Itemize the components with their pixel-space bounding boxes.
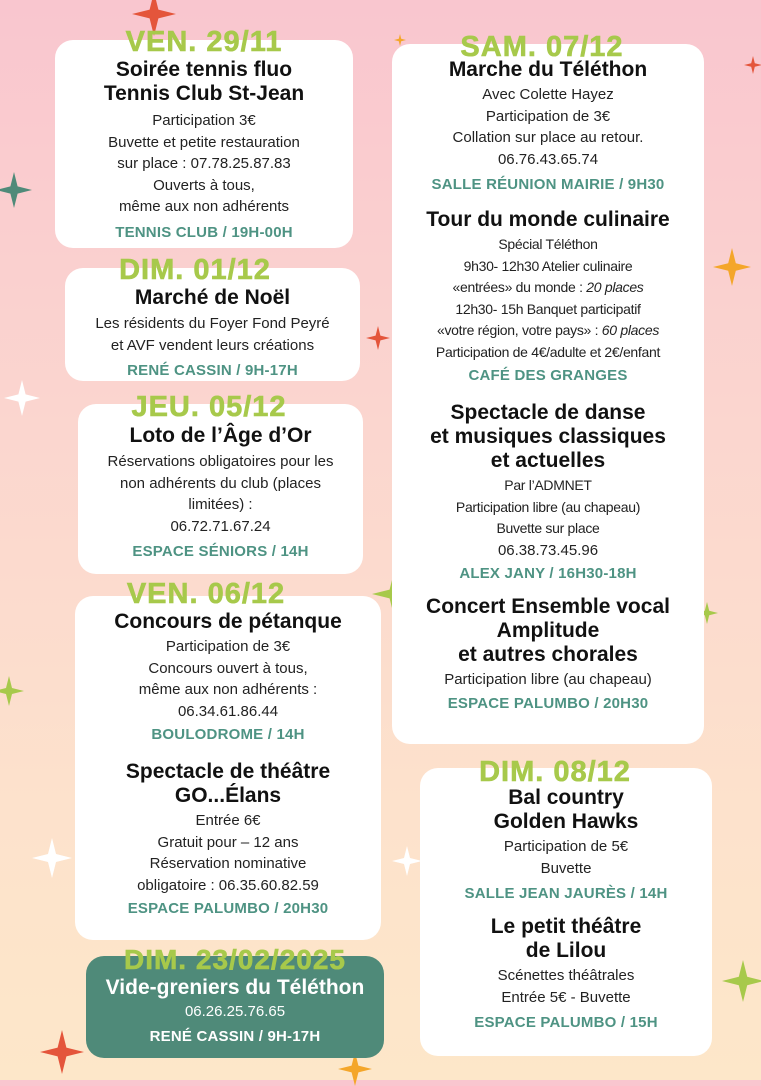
event-title: Marche du Téléthon [448,58,648,81]
event-line: Participation 3€ [152,112,256,129]
event-title: Concours de pétanque [114,610,342,633]
event-line: Réservation nominative [149,855,307,872]
event-line: Buvette sur place [496,520,600,536]
event-card-loto [78,404,363,574]
event-line: obligatoire : 06.35.60.82.59 [137,876,319,894]
event-line: Participation de 5€ [503,838,629,855]
event-card-vendredi-0612 [75,596,381,940]
event-line: 06.34.61.86.44 [177,702,279,720]
event-line: 9h30- 12h30 Atelier culinaire [463,257,633,274]
event-place: ESPACE SÉNIORS / 14H [132,543,309,560]
event-place: TENNIS CLUB / 19H-00H [115,223,293,241]
event-title: Marché de Noël [134,286,291,309]
event-card-tennis [55,40,353,248]
event-line: «votre région, votre pays» : 60 places [436,322,660,338]
event-line: Participation libre (au chapeau) [455,498,641,515]
green-star-icon [0,676,24,706]
event-title: Spectacle de théâtre [125,760,331,783]
event-line: Gratuit pour – 12 ans [157,833,299,851]
event-place: SALLE RÉUNION MAIRIE / 9H30 [431,176,665,193]
event-date: JEU. 05/12 [131,391,287,423]
event-date: DIM. 08/12 [479,756,631,788]
event-place: RENÉ CASSIN / 9H-17H [149,1027,321,1045]
event-line: Par l’ADMNET [504,477,592,493]
event-line: Ouverts à tous, [153,176,255,194]
event-line: 12h30- 15h Banquet participatif [455,300,641,317]
event-title: Concert Ensemble vocal [426,595,670,618]
red-star-icon [366,326,390,350]
event-line: Entrée 5€ - Buvette [501,988,631,1006]
white-star-icon [392,846,422,876]
event-line: 06.76.43.65.74 [497,150,599,168]
event-title: et autres chorales [458,643,638,666]
event-line: «entrées» du monde : 20 places [452,279,644,295]
event-title: Soirée tennis fluo [115,58,293,81]
event-line: limitées) : [188,496,253,513]
event-line: Buvette et petite restauration [108,133,300,151]
event-line: Participation de 4€/adulte et 2€/enfant [435,343,661,360]
event-place: ALEX JANY / 16H30-18H [459,565,637,582]
event-card-samedi-0712 [392,44,704,744]
event-line: Buvette [540,859,592,877]
event-title: et musiques classiques [430,425,666,448]
event-title: Golden Hawks [493,810,639,833]
event-title: Spectacle de danse [450,401,646,424]
event-card-dimanche-0812 [420,768,712,1056]
event-date: DIM. 01/12 [119,254,271,286]
event-line: et AVF vendent leurs créations [110,336,315,354]
green-star-icon [722,960,761,1002]
event-place: SALLE JEAN JAURÈS / 14H [464,885,668,902]
event-title: GO...Élans [174,784,282,807]
event-title: Tennis Club St-Jean [103,82,305,105]
red-star-icon [40,1030,84,1074]
event-title: de Lilou [525,939,607,962]
event-line: Concours ouvert à tous, [148,659,308,677]
event-line: Scénettes théâtrales [497,967,635,984]
event-title: et actuelles [490,449,606,472]
event-date: DIM. 23/02/2025 [123,944,347,975]
event-place: BOULODROME / 14H [151,726,305,743]
event-title: Le petit théâtre [490,915,642,938]
event-line: Entrée 6€ [195,812,261,829]
event-line: 06.38.73.45.96 [497,541,599,559]
event-line: même aux non adhérents : [138,681,318,698]
event-line: Participation de 3€ [165,638,291,655]
event-title: Tour du monde culinaire [426,208,670,231]
event-line: 06.26.25.76.65 [184,1003,286,1020]
event-title: Bal country [508,786,624,809]
event-line: même aux non adhérents [118,198,290,215]
white-star-icon [4,380,40,416]
event-place: ESPACE PALUMBO / 20H30 [447,694,649,712]
event-line: Participation de 3€ [485,107,611,125]
white-star-icon [32,838,72,878]
event-date: VEN. 29/11 [125,26,283,58]
event-line: Spécial Téléthon [498,236,598,252]
event-title: Vide-greniers du Téléthon [105,976,365,999]
event-line: Les résidents du Foyer Fond Peyré [95,315,330,332]
event-place: RENÉ CASSIN / 9H-17H [127,362,298,379]
event-place: ESPACE PALUMBO / 20H30 [127,900,329,917]
event-line: Avec Colette Hayez [482,86,614,103]
event-place: CAFÉ DES GRANGES [468,367,628,384]
red-star-icon [744,56,761,74]
event-place: ESPACE PALUMBO / 15H [474,1014,658,1031]
event-title: Loto de l’Âge d’Or [129,424,312,447]
event-line: sur place : 07.78.25.87.83 [117,155,291,172]
orange-star-icon [713,248,751,286]
event-title: Amplitude [496,619,600,642]
event-line: Collation sur place au retour. [452,129,644,146]
event-line: Participation libre (au chapeau) [444,671,652,688]
event-line: 06.72.71.67.24 [170,517,271,535]
event-date: SAM. 07/12 [460,31,624,63]
event-line: non adhérents du club (places [120,474,321,492]
event-date: VEN. 06/12 [126,578,286,610]
event-line: Réservations obligatoires pour les [107,453,334,470]
teal-star-icon [0,172,32,208]
